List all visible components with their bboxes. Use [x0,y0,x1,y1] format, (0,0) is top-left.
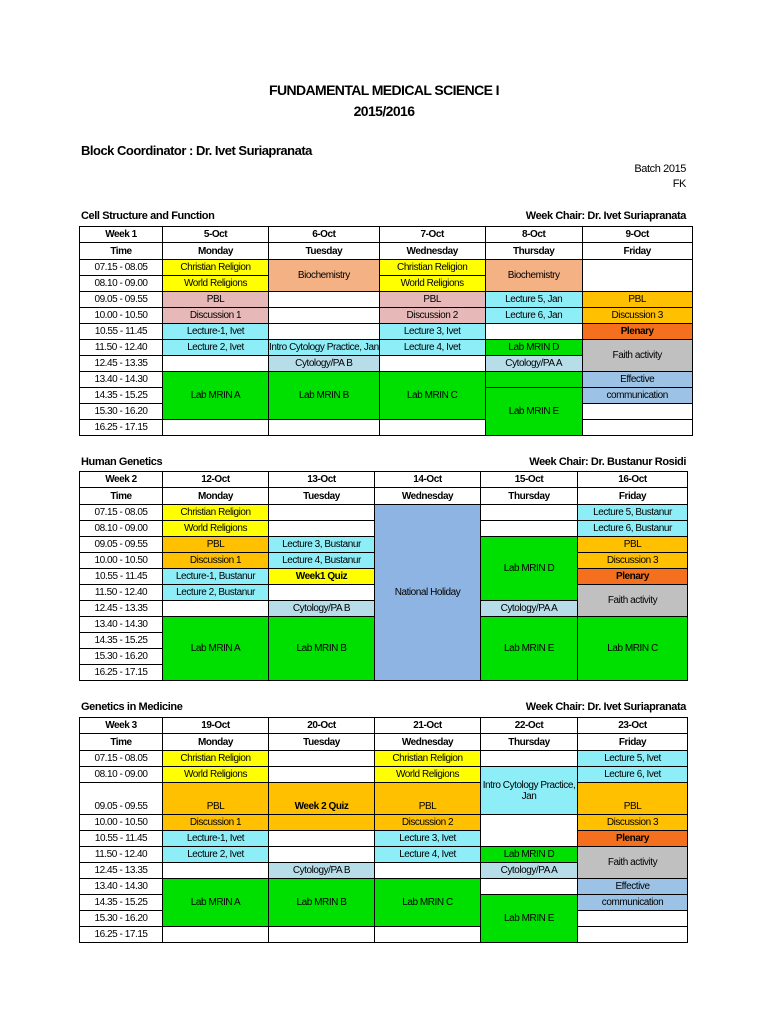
session-cell: PBL [582,292,692,308]
time-slot: 08.10 - 09.00 [80,521,163,537]
empty-cell [269,847,375,863]
empty-cell [481,505,578,521]
session-cell: World Religions [375,767,481,783]
date-cell: 21-Oct [375,718,481,734]
time-slot: 14.35 - 15.25 [80,633,163,649]
empty-cell [578,911,688,927]
empty-cell [269,767,375,783]
academic-year: 2015/2016 [353,103,415,119]
table-row [80,260,693,276]
empty-cell [269,420,380,436]
session-cell: World Religions [379,276,485,292]
time-slot: 12.45 - 13.35 [80,863,163,879]
session-cell: World Religions [163,276,269,292]
weekday-cell: Wednesday [379,243,485,260]
table-row [80,815,688,831]
time-slot: 10.55 - 11.45 [80,569,163,585]
empty-cell [582,404,692,420]
session-cell: Christian Religion [163,751,269,767]
week2-chair: Week Chair: Dr. Bustanur Rosidi [529,456,686,468]
empty-cell [481,751,578,767]
empty-cell [269,505,375,521]
empty-cell [578,927,688,943]
table-row [80,324,693,340]
session-cell: Effective [582,372,692,388]
session-cell: Week 2 Quiz [269,783,375,815]
empty-cell [269,521,375,537]
time-slot: 16.25 - 17.15 [80,927,163,943]
session-cell: Lab MRIN C [379,372,485,420]
session-cell: Cytology/PA B [269,601,375,617]
session-cell: Lecture 5, Ivet [578,751,688,767]
date-cell: 14-Oct [375,472,481,488]
faculty-label: FK [672,178,686,190]
date-cell: 6-Oct [269,227,380,243]
session-cell: Cytology/PA A [481,863,578,879]
session-cell: Christian Religion [375,751,481,767]
empty-cell [375,927,481,943]
time-slot: 11.50 - 12.40 [80,585,163,601]
weekday-cell: Tuesday [269,488,375,505]
time-slot: 09.05 - 09.55 [80,537,163,553]
empty-cell [481,879,578,895]
session-cell: Discussion 1 [163,553,269,569]
session-cell: Lab MRIN E [485,388,582,436]
table-row [80,831,688,847]
weekday-cell: Friday [582,243,692,260]
table-row [80,767,688,783]
session-cell: Lecture-1, Ivet [163,324,269,340]
date-row [80,227,693,243]
session-cell: Lecture 6, Ivet [578,767,688,783]
date-cell: 22-Oct [481,718,578,734]
time-slot: 11.50 - 12.40 [80,340,163,356]
table-row [80,751,688,767]
date-cell: 5-Oct [163,227,269,243]
time-slot: 12.45 - 13.35 [80,356,163,372]
empty-cell [582,420,692,436]
table-row [80,879,688,895]
time-slot: 16.25 - 17.15 [80,420,163,436]
weekday-cell: Friday [578,488,688,505]
date-cell: 13-Oct [269,472,375,488]
session-cell: communication [578,895,688,911]
session-cell: Lecture 4, Ivet [375,847,481,863]
session-cell: Lecture 3, Ivet [375,831,481,847]
date-cell: 20-Oct [269,718,375,734]
table-row [80,308,693,324]
weekday-cell: Monday [163,734,269,751]
table-row [80,927,688,943]
batch-label: Batch 2015 [634,163,686,175]
weekday-cell: Monday [163,243,269,260]
session-cell: National Holiday [375,505,481,681]
session-cell: Discussion 2 [379,308,485,324]
date-cell: 8-Oct [485,227,582,243]
session-cell: Discussion 3 [578,815,688,831]
session-cell: PBL [163,537,269,553]
session-cell: Lecture 2, Ivet [163,847,269,863]
week-label: Week 3 [80,718,163,734]
empty-cell [582,260,692,292]
session-cell: Faith activity [578,585,688,617]
date-cell: 15-Oct [481,472,578,488]
empty-cell [163,601,269,617]
weekday-cell: Friday [578,734,688,751]
session-cell: Christian Religion [163,260,269,276]
weekday-cell: Tuesday [269,243,380,260]
time-slot: 13.40 - 14.30 [80,879,163,895]
time-header: Time [80,243,163,260]
empty-cell [375,863,481,879]
time-slot: 10.00 - 10.50 [80,308,163,324]
session-cell: PBL [163,292,269,308]
weekday-row [80,488,688,505]
weekday-cell: Monday [163,488,269,505]
time-slot: 09.05 - 09.55 [80,292,163,308]
session-cell: Lab MRIN D [481,537,578,601]
session-cell: Cytology/PA A [481,601,578,617]
weekday-row [80,734,688,751]
time-slot: 13.40 - 14.30 [80,617,163,633]
session-cell: PBL [578,783,688,815]
weekday-cell: Thursday [481,734,578,751]
session-cell: Lecture 2, Ivet [163,340,269,356]
table-row [80,372,693,388]
session-cell: Lab MRIN D [481,847,578,863]
session-cell: Lab MRIN B [269,879,375,927]
weekday-cell: Tuesday [269,734,375,751]
empty-cell [485,324,582,340]
week1-schedule-table [79,226,693,436]
batch-info [634,162,686,192]
session-cell: Lab MRIN A [163,372,269,420]
empty-cell [269,324,380,340]
session-cell: Cytology/PA B [269,356,380,372]
session-cell: Discussion 1 [163,815,269,831]
weekday-cell: Thursday [485,243,582,260]
time-slot: 07.15 - 08.05 [80,505,163,521]
date-cell: 16-Oct [578,472,688,488]
time-slot: 10.00 - 10.50 [80,553,163,569]
session-cell: Biochemistry [269,260,380,292]
empty-cell [379,356,485,372]
time-slot: 11.50 - 12.40 [80,847,163,863]
session-cell: Lecture-1, Ivet [163,831,269,847]
session-cell: Lecture 4, Ivet [379,340,485,356]
table-row [80,847,688,863]
table-row [80,420,693,436]
empty-cell [379,420,485,436]
time-slot: 14.35 - 15.25 [80,388,163,404]
time-slot: 15.30 - 16.20 [80,649,163,665]
week1-topic: Cell Structure and Function [81,210,215,222]
session-cell: Lecture 2, Bustanur [163,585,269,601]
session-cell: Discussion 2 [375,815,481,831]
block-coordinator: Block Coordinator : Dr. Ivet Suriapranata [81,143,312,158]
session-cell: Intro Cytology Practice, Jan [481,767,578,815]
session-cell: Lecture 3, Ivet [379,324,485,340]
time-slot: 09.05 - 09.55 [80,783,163,815]
session-cell: Lab MRIN B [269,617,375,681]
session-cell: Discussion 1 [163,308,269,324]
empty-cell [269,585,375,601]
table-row [80,505,688,521]
session-cell: Lecture 5, Jan [485,292,582,308]
session-cell: Faith activity [578,847,688,879]
time-slot: 10.00 - 10.50 [80,815,163,831]
session-cell: PBL [578,537,688,553]
time-slot: 13.40 - 14.30 [80,372,163,388]
time-slot: 07.15 - 08.05 [80,260,163,276]
empty-cell [163,927,269,943]
week2-schedule-table [79,471,688,681]
session-cell: Cytology/PA A [485,356,582,372]
time-slot: 12.45 - 13.35 [80,601,163,617]
session-cell: World Religions [163,521,269,537]
empty-cell [269,751,375,767]
session-cell: Plenary [582,324,692,340]
session-cell: Lab MRIN A [163,617,269,681]
session-cell: World Religions [163,767,269,783]
time-slot: 16.25 - 17.15 [80,665,163,681]
session-cell: Lecture 5, Bustanur [578,505,688,521]
session-cell: Effective [578,879,688,895]
session-cell: Lecture-1, Bustanur [163,569,269,585]
empty-cell [269,927,375,943]
session-cell: Lecture 3, Bustanur [269,537,375,553]
session-cell: Christian Religion [379,260,485,276]
time-slot: 15.30 - 16.20 [80,911,163,927]
session-cell: Lecture 6, Bustanur [578,521,688,537]
session-cell: Faith activity [582,340,692,372]
time-slot: 15.30 - 16.20 [80,404,163,420]
date-row [80,718,688,734]
session-cell: PBL [163,783,269,815]
session-cell: Lecture 6, Jan [485,308,582,324]
session-cell: Discussion 3 [582,308,692,324]
time-slot: 14.35 - 15.25 [80,895,163,911]
empty-cell [481,521,578,537]
document-title: FUNDAMENTAL MEDICAL SCIENCE I [269,82,499,98]
session-cell: Lab MRIN A [163,879,269,927]
empty-cell [485,372,582,388]
time-slot: 08.10 - 09.00 [80,276,163,292]
session-cell: Lab MRIN C [578,617,688,681]
date-row [80,472,688,488]
session-cell: Lab MRIN C [375,879,481,927]
session-cell: Discussion 3 [578,553,688,569]
time-slot: 10.55 - 11.45 [80,324,163,340]
week2-topic: Human Genetics [81,456,163,468]
time-slot: 10.55 - 11.45 [80,831,163,847]
time-slot: 08.10 - 09.00 [80,767,163,783]
date-cell: 7-Oct [379,227,485,243]
empty-cell [269,308,380,324]
empty-cell [163,863,269,879]
session-cell: Plenary [578,831,688,847]
week-label: Week 2 [80,472,163,488]
time-header: Time [80,488,163,505]
weekday-row [80,243,693,260]
session-cell: Cytology/PA B [269,863,375,879]
session-cell: Christian Religion [163,505,269,521]
time-slot: 07.15 - 08.05 [80,751,163,767]
empty-cell [163,420,269,436]
empty-cell [269,815,375,831]
session-cell: Biochemistry [485,260,582,292]
empty-cell [269,831,375,847]
week3-schedule-table [79,717,688,943]
time-header: Time [80,734,163,751]
date-cell: 23-Oct [578,718,688,734]
weekday-cell: Wednesday [375,734,481,751]
date-cell: 12-Oct [163,472,269,488]
empty-cell [269,292,380,308]
empty-cell [481,815,578,847]
week3-chair: Week Chair: Dr. Ivet Suriapranata [525,701,686,713]
table-row [80,340,693,356]
session-cell: PBL [375,783,481,815]
week1-chair: Week Chair: Dr. Ivet Suriapranata [525,210,686,222]
weekday-cell: Thursday [481,488,578,505]
table-row [80,783,688,815]
week3-topic: Genetics in Medicine [81,701,183,713]
session-cell: Lab MRIN B [269,372,380,420]
session-cell: communication [582,388,692,404]
date-cell: 9-Oct [582,227,692,243]
empty-cell [163,356,269,372]
session-cell: Plenary [578,569,688,585]
session-cell: Lab MRIN E [481,895,578,943]
week-label: Week 1 [80,227,163,243]
session-cell: Lab MRIN D [485,340,582,356]
table-row [80,292,693,308]
date-cell: 19-Oct [163,718,269,734]
session-cell: Lecture 4, Bustanur [269,553,375,569]
session-cell: PBL [379,292,485,308]
weekday-cell: Wednesday [375,488,481,505]
session-cell: Lab MRIN E [481,617,578,681]
session-cell: Intro Cytology Practice, Jan [269,340,380,356]
session-cell: Week1 Quiz [269,569,375,585]
